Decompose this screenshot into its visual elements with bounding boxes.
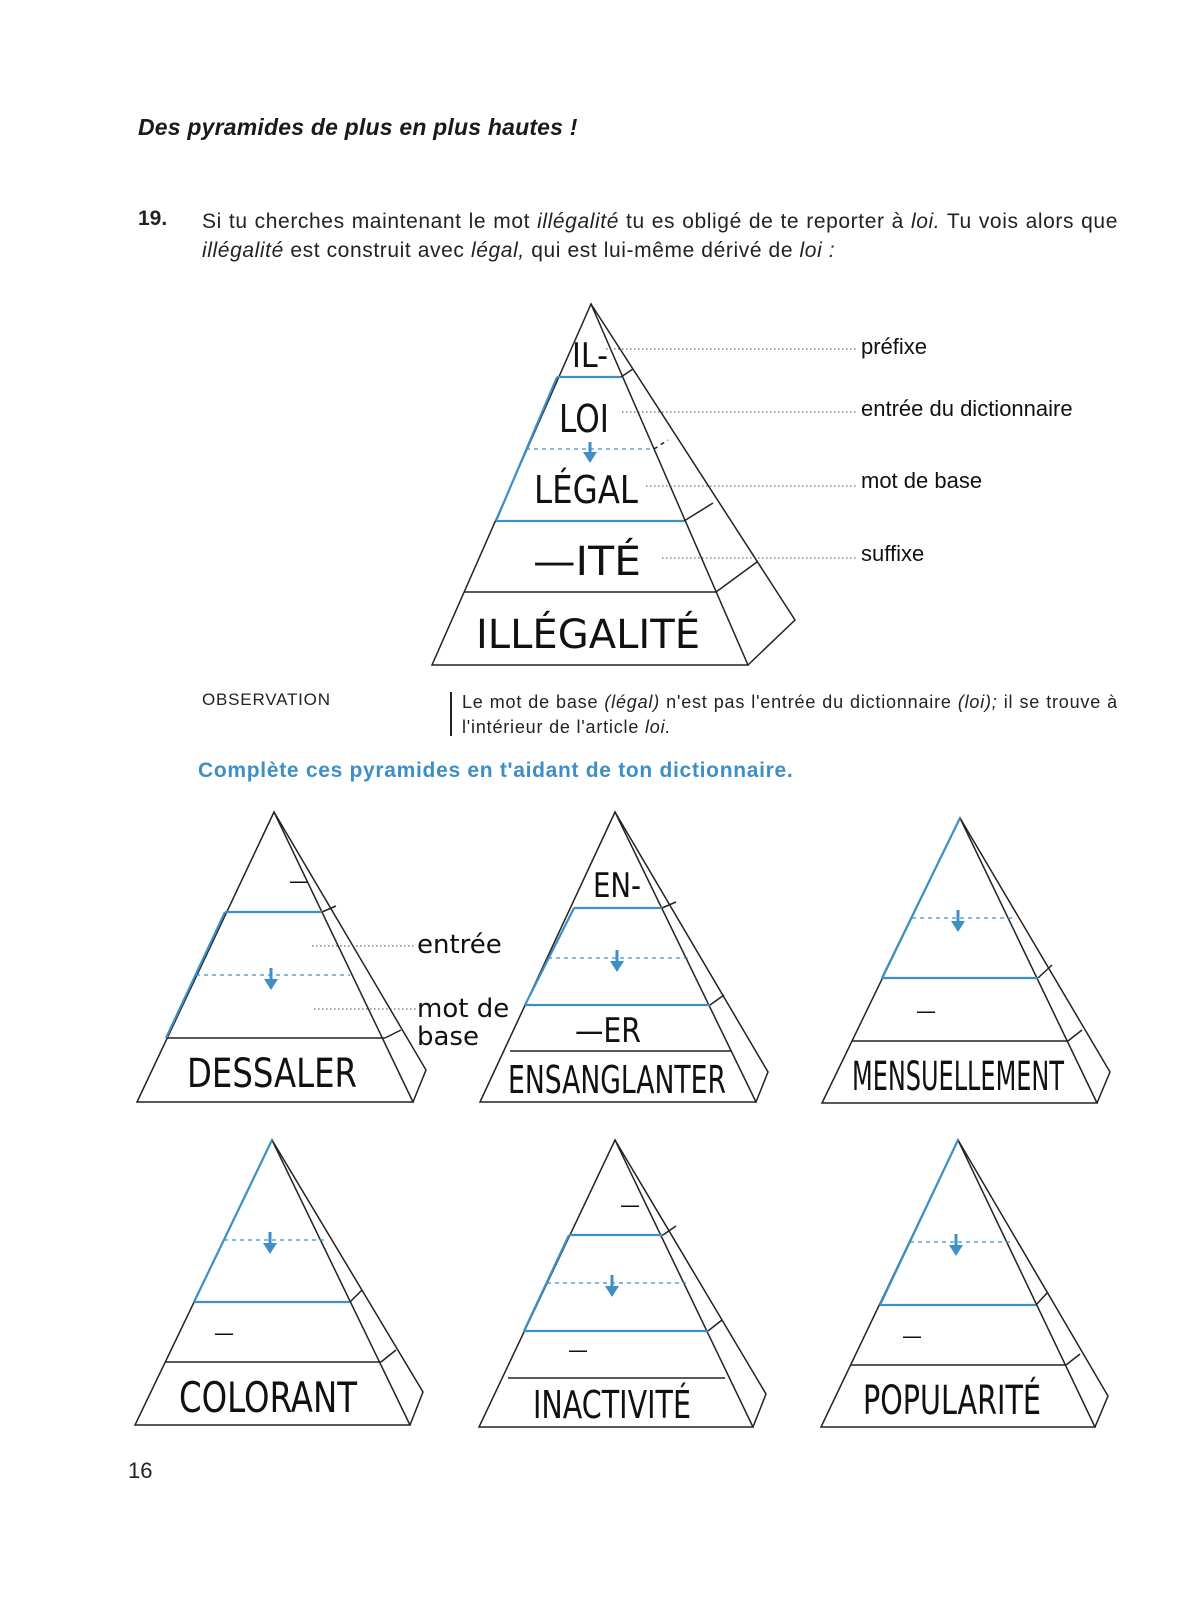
observation-text-italic: (légal) xyxy=(604,692,661,712)
exercise-text-italic: loi : xyxy=(799,239,836,262)
observation-text-italic: (loi); xyxy=(957,692,998,712)
pyramid-1-label-base-1: mot de xyxy=(417,994,510,1024)
example-pyramid xyxy=(432,304,858,665)
example-layer-entry: LOI xyxy=(559,397,609,441)
example-layer-suffix: —ITÉ xyxy=(533,539,635,585)
label-base-word: mot de base xyxy=(861,468,983,493)
observation-text-part: il se trouve à l'intérieur de l'article xyxy=(462,692,1118,737)
pyramid-5-hint-top: — xyxy=(620,1193,640,1217)
instruction-text: Complète ces pyramides en t'aidant de ton dictionnaire. xyxy=(198,759,794,782)
pyramid-4-word: COLORANT xyxy=(179,1373,358,1422)
example-layer-prefix: IL- xyxy=(572,336,608,376)
exercise-text-part: Tu vois alors que xyxy=(940,210,1118,233)
label-suffix: suffixe xyxy=(861,541,925,566)
pyramid-3-hint: — xyxy=(916,999,936,1023)
exercise-text-part: est construit avec xyxy=(283,239,471,262)
exercise-text-part: qui est lui-même dérivé de xyxy=(524,239,800,262)
exercise-number: 19. xyxy=(138,207,168,230)
pyramid-2-word: ENSANGLANTER xyxy=(508,1058,726,1102)
pyramid-1-hint: — xyxy=(289,869,309,893)
exercise-text-part: Si tu cherches maintenant le mot xyxy=(202,210,538,233)
pyramid-3-word: MENSUELLEMENT xyxy=(852,1054,1065,1100)
pyramid-2-hint-suffix: —ER xyxy=(575,1011,641,1051)
pyramid-4-hint: — xyxy=(214,1321,234,1345)
pyramid-5-hint-bottom: — xyxy=(568,1338,588,1362)
exercise-text-italic: illégalité xyxy=(202,239,284,262)
label-prefix: préfixe xyxy=(861,334,928,359)
observation-text-italic: loi. xyxy=(644,717,672,737)
example-layer-word: ILLÉGALITÉ xyxy=(476,612,700,658)
exercise-text-italic: légal, xyxy=(470,239,525,262)
example-layer-base: LÉGAL xyxy=(534,468,638,512)
pyramid-6-hint: — xyxy=(902,1324,922,1348)
exercise-text-part: tu es obligé de te reporter à xyxy=(618,210,911,233)
pyramid-2-hint-prefix: EN- xyxy=(593,866,641,906)
page-number: 16 xyxy=(128,1458,153,1483)
observation-text-part: Le mot de base xyxy=(462,692,605,712)
pyramid-6-word: POPULARITÉ xyxy=(863,1378,1112,1424)
pyramid-5-word: INACTIVITÉ xyxy=(533,1383,691,1427)
label-dictionary-entry: entrée du dictionnaire xyxy=(861,396,1073,421)
pyramid-1-label-base-2: base xyxy=(417,1022,479,1052)
exercise-text-italic: loi. xyxy=(910,210,941,233)
exercise-text-italic: illégalité xyxy=(537,210,619,233)
page-title: Des pyramides de plus en plus hautes ! xyxy=(138,114,578,140)
observation-text-part: n'est pas l'entrée du dictionnaire xyxy=(660,692,958,712)
observation-label: OBSERVATION xyxy=(202,690,331,709)
pyramid-1-label-entry: entrée xyxy=(417,930,502,960)
pyramid-1-word: DESSALER xyxy=(187,1051,357,1097)
